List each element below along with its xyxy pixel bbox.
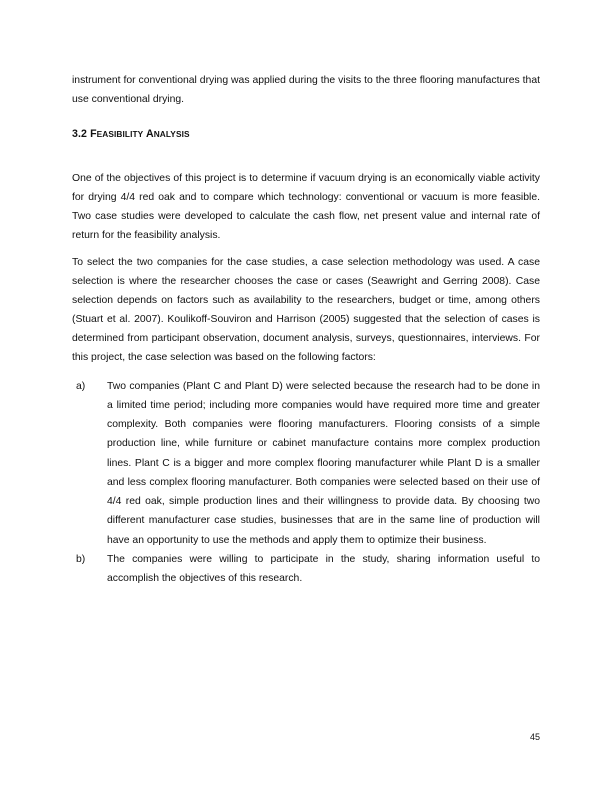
paragraph-case-selection: To select the two companies for the case studies, a case selection methodology was used. A case selection is where the researcher chooses the case or cases (Seawright and Gerring 2008). Case selection depends on factors such as availability to the researchers, budget or time, among others (Stuart et al. 2007). Koulikoff-Souviron and Harrison (2005) suggested that the selection of cases is determined from participant observation, document analysis, surveys, questionnaires, interviews. For this project, the case selection was based on the following factors: bbox=[72, 257, 540, 363]
section-title-rest-1: EASIBILITY bbox=[96, 128, 144, 139]
continuation-paragraph: instrument for conventional drying was applied during the visits to the three flooring manufactures that use conventional drying. bbox=[72, 75, 540, 105]
section-title bbox=[90, 128, 190, 140]
list-item-text: The companies were willing to participate in the study, sharing information useful to accomplish the objectives of this research. bbox=[107, 553, 540, 584]
section-title-initial-2: A bbox=[145, 127, 154, 140]
list-marker: a) bbox=[76, 380, 86, 392]
section-title-initial-1: F bbox=[90, 127, 97, 140]
factors-list bbox=[72, 377, 540, 588]
section-heading bbox=[72, 126, 540, 142]
list-item bbox=[72, 550, 540, 588]
section-number: 3.2 bbox=[72, 127, 88, 140]
list-item bbox=[72, 377, 540, 550]
list-marker: b) bbox=[76, 553, 86, 565]
list-item-text: Two companies (Plant C and Plant D) were selected because the research had to be done in a limited time period; including more companies would have required more time and greater complexity. Both companies were flooring manufacturers. Flooring consists of a simple production line, while furniture or cabinet manufacture contains more complex production lines. Plant C is a bigger and more complex flooring manufacturer while Plant D is a smaller and less complex flooring manufacturer. Both companies were selected based on their use of 4/4 red oak, simple production lines and their willingness to provide data. By choosing two different manufacturer case studies, businesses that are in the same line of production will have an opportunity to use the methods and apply them to optimize their business. bbox=[107, 380, 540, 546]
page-body bbox=[72, 72, 540, 588]
page-number: 45 bbox=[529, 732, 540, 742]
section-title-rest-2: NALYSIS bbox=[153, 128, 190, 139]
paragraph-objectives: One of the objectives of this project is to determine if vacuum drying is an economically viable activity for drying 4/4 red oak and to compare which technology: conventional or vacuum is more feasible. Two case studies were developed to calculate the cash flow, net present value and internal rate of return for the feasibility analysis. bbox=[72, 172, 540, 241]
